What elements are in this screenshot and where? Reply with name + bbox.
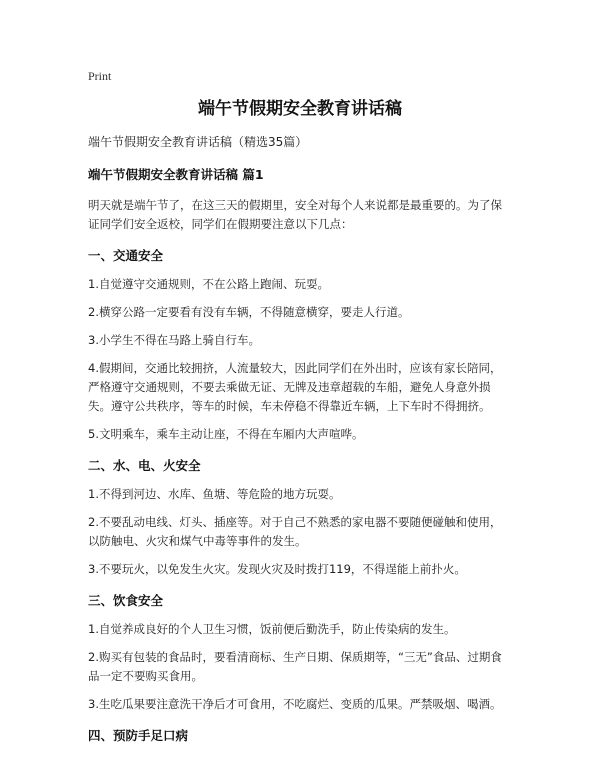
list-item: 1.不得到河边、水库、鱼塘、等危险的地方玩耍。: [88, 487, 341, 501]
section-food-safety: [88, 591, 512, 714]
section-heading: 一、交通安全: [88, 248, 164, 263]
list-item: 3.小学生不得在马路上骑自行车。: [88, 333, 260, 347]
list-item: 1.自觉遵守交通规则，不在公路上跑闹、玩耍。: [88, 277, 329, 291]
list-item: 2.不要乱动电线、灯头、插座等。对于自己不熟悉的家电器不要随便碰触和使用，以防触电、火灾和煤气中毒等事件的发生。: [88, 515, 502, 548]
section-hfmd-prevention: [88, 726, 512, 746]
list-item: 1.自觉养成良好的个人卫生习惯，饭前便后勤洗手，防止传染病的发生。: [88, 622, 456, 636]
document-subtitle: 端午节假期安全教育讲话稿（精选35篇）: [88, 135, 308, 149]
list-item: 2.购买有包装的食品时，要看清商标、生产日期、保质期等，“三无”食品、过期食品一定不要购买食用。: [88, 650, 502, 683]
section-water-electric-fire-safety: [88, 456, 512, 579]
list-item: 3.生吃瓜果要注意洗干净后才可食用，不吃腐烂、变质的瓜果。严禁吸烟、喝酒。: [88, 697, 502, 711]
intro-paragraph: 明天就是端午节了，在这三天的假期里，安全对每个人来说都是最重要的。为了保证同学们安全返校，同学们在假期要注意以下几点：: [88, 198, 502, 231]
list-item: 4.假期间，交通比较拥挤，人流量较大，因此同学们在外出时，应该有家长陪同，严格遵守交通规则，不要去乘做无证、无牌及违章超载的车船，避免人身意外损失。遵守公共秩序，等车的时候，车未停稳不得靠近车辆，上下车时不得拥挤。: [88, 361, 502, 413]
list-item: 3.不要玩火，以免发生火灾。发现火灾及时拨打119，不得逞能上前扑火。: [88, 562, 466, 576]
list-item: 5.文明乘车，乘车主动让座，不得在车厢内大声喧哗。: [88, 427, 364, 441]
print-link[interactable]: Print: [88, 69, 112, 83]
section-traffic-safety: [88, 246, 512, 444]
section-heading: 二、水、电、火安全: [88, 458, 201, 473]
section-heading: 四、预防手足口病: [88, 728, 189, 743]
list-item: 2.横穿公路一定要看有没有车辆，不得随意横穿，要走人行道。: [88, 305, 410, 319]
document-title: 端午节假期安全教育讲话稿: [198, 99, 402, 119]
section-heading: 三、饮食安全: [88, 593, 164, 608]
article-title: 端午节假期安全教育讲话稿 篇1: [88, 167, 264, 182]
